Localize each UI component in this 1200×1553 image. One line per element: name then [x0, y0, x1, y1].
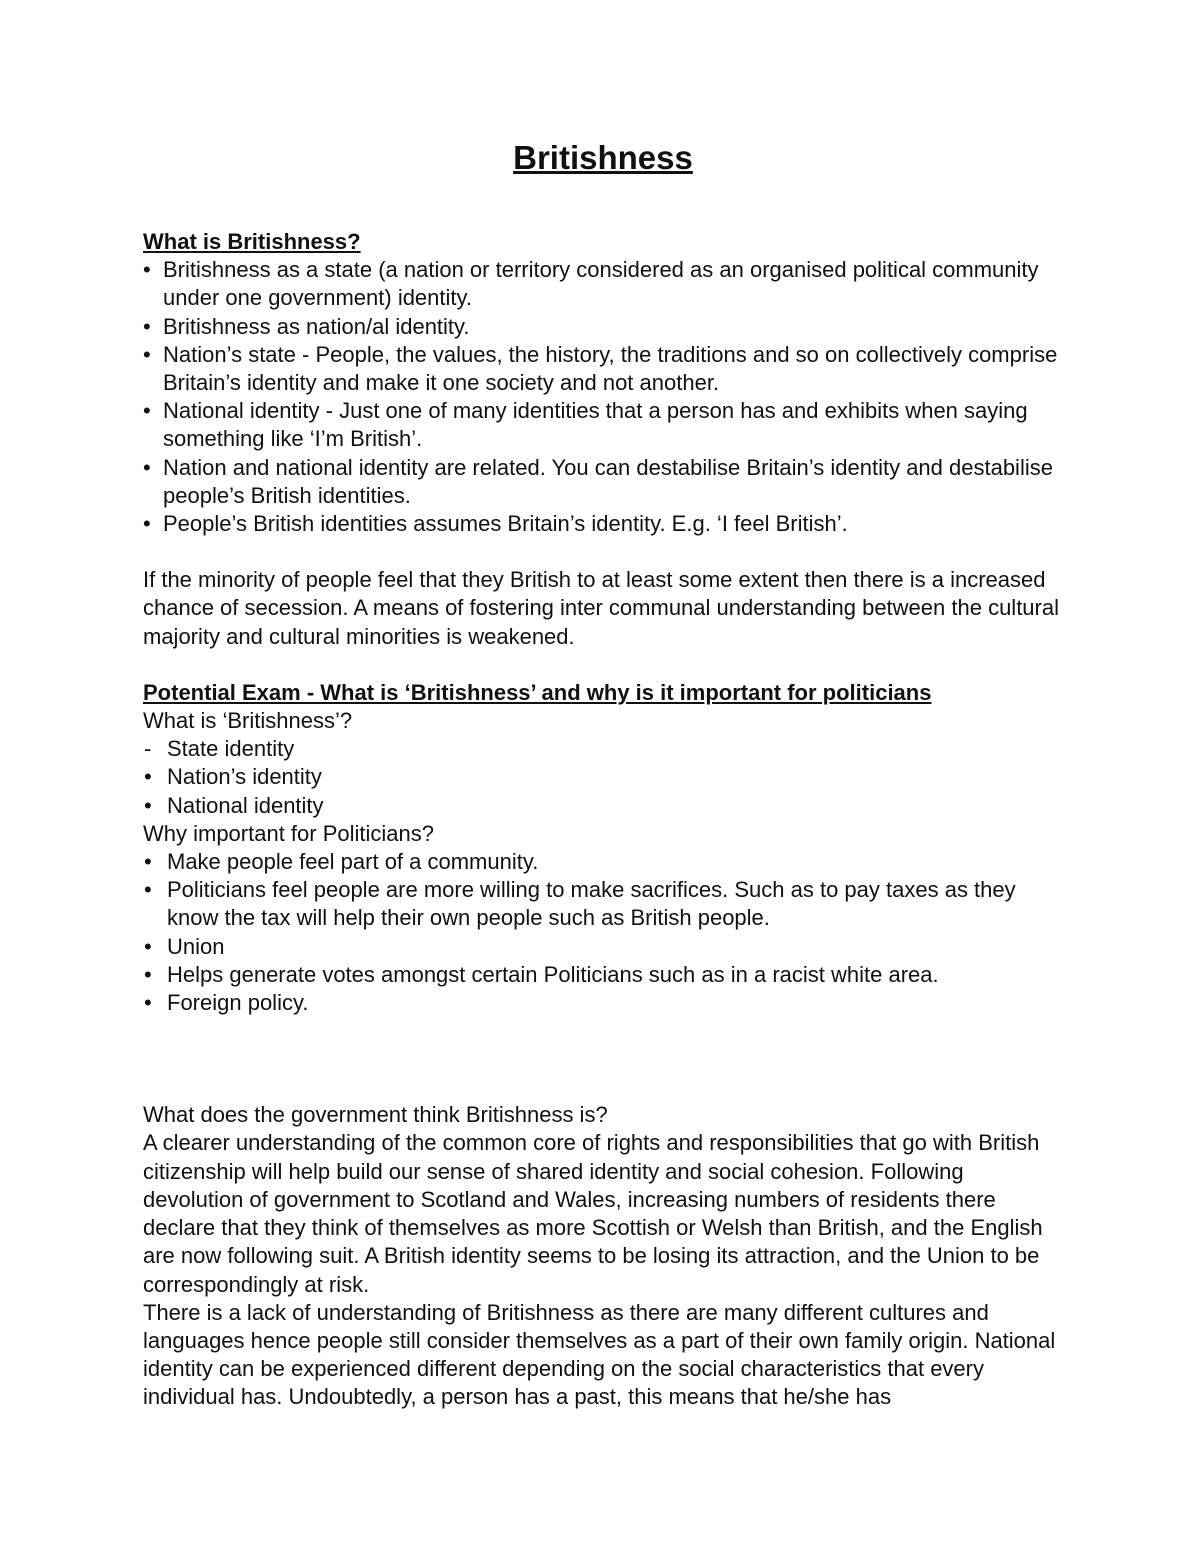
subheading-what-is-britishness: What is ‘Britishness’?: [143, 708, 353, 734]
section-heading-potential-exam: Potential Exam - What is ‘Britishness’ and why is it important for politicians: [143, 679, 932, 705]
politicians-reasons-list: [143, 848, 1063, 1017]
bullet-mark: •: [144, 933, 152, 959]
list-item-text: Nation’s identity: [167, 764, 322, 790]
bullet-mark: •: [143, 341, 151, 367]
document-page: [143, 138, 1063, 1412]
list-item-text: Nation and national identity are related. You can destabilise Britain’s identity and destabilise people’s British identities.: [163, 454, 1053, 508]
bullet-mark: •: [144, 990, 152, 1016]
list-item: [143, 989, 1063, 1017]
spacer: [143, 538, 1063, 566]
bullet-mark: •: [143, 454, 151, 480]
list-item-text: Union: [167, 933, 225, 959]
bullet-mark: •: [144, 877, 152, 903]
britishness-bullet-list: [143, 256, 1063, 538]
list-item: [143, 397, 1063, 453]
government-question: What does the government think Britishness is?: [143, 1102, 608, 1128]
list-item: [143, 876, 1063, 932]
list-item: [143, 763, 1063, 791]
spacer: [143, 1017, 1063, 1101]
subheading-why-important: Why important for Politicians?: [143, 820, 434, 846]
list-item: [143, 848, 1063, 876]
list-item-text: People’s British identities assumes Britain’s identity. E.g. ‘I feel British’.: [163, 511, 848, 537]
bullet-mark: •: [143, 313, 151, 339]
bullet-mark: •: [143, 257, 151, 283]
spacer: [143, 651, 1063, 679]
list-item: [143, 792, 1063, 820]
list-item: [143, 256, 1063, 312]
list-item: [143, 454, 1063, 510]
bullet-mark: -: [144, 736, 152, 762]
list-item: [143, 510, 1063, 538]
understanding-paragraph: There is a lack of understanding of Britishness as there are many different cultures and languages hence people still consider themselves as a part of their own family origin. National identity can be experienced different depending on the social characteristics that every individual has. Undoubtedly, a person has a past, this means that he/she has: [143, 1299, 1056, 1410]
list-item-text: State identity: [167, 736, 295, 762]
list-item: [143, 735, 1063, 763]
bullet-mark: •: [144, 764, 152, 790]
bullet-mark: •: [143, 398, 151, 424]
bullet-mark: •: [144, 849, 152, 875]
document-title: Britishness: [513, 139, 693, 176]
bullet-mark: •: [143, 511, 151, 537]
identity-types-list: [143, 735, 1063, 820]
list-item: [143, 961, 1063, 989]
bullet-mark: •: [144, 961, 152, 987]
list-item: [143, 341, 1063, 397]
list-item-text: Britishness as a state (a nation or territory considered as an organised political community under one government) identity.: [163, 257, 1039, 311]
secession-paragraph: If the minority of people feel that they British to at least some extent then there is a increased chance of secession. A means of fostering inter communal understanding between the cultural majority and cultural minorities is weakened.: [143, 567, 1059, 649]
list-item-text: Politicians feel people are more willing to make sacrifices. Such as to pay taxes as they know the tax will help their own people such as British people.: [167, 877, 1016, 931]
list-item-text: Britishness as nation/al identity.: [163, 313, 470, 339]
list-item-text: Nation’s state - People, the values, the history, the traditions and so on collectively comprise Britain’s identity and make it one society and not another.: [163, 341, 1058, 396]
list-item-text: Helps generate votes amongst certain Politicians such as in a racist white area.: [167, 961, 939, 987]
list-item: [143, 313, 1063, 341]
list-item: [143, 933, 1063, 961]
list-item-text: Foreign policy.: [167, 990, 309, 1016]
list-item-text: Make people feel part of a community.: [167, 849, 539, 875]
bullet-mark: •: [144, 792, 152, 818]
list-item-text: National identity: [167, 792, 324, 818]
government-paragraph: A clearer understanding of the common core of rights and responsibilities that go with British citizenship will help build our sense of shared identity and social cohesion. Following devolution of government to Scotland and Wales, increasing numbers of residents there declare that they think of themselves as more Scottish or Welsh than British, and the English are now following suit. A British identity seems to be losing its attraction, and the Union to be correspondingly at risk.: [143, 1130, 1043, 1297]
section-heading-what-is-britishness: What is Britishness?: [143, 229, 361, 254]
list-item-text: National identity - Just one of many identities that a person has and exhibits when saying something like ‘I’m British’.: [163, 398, 1028, 452]
